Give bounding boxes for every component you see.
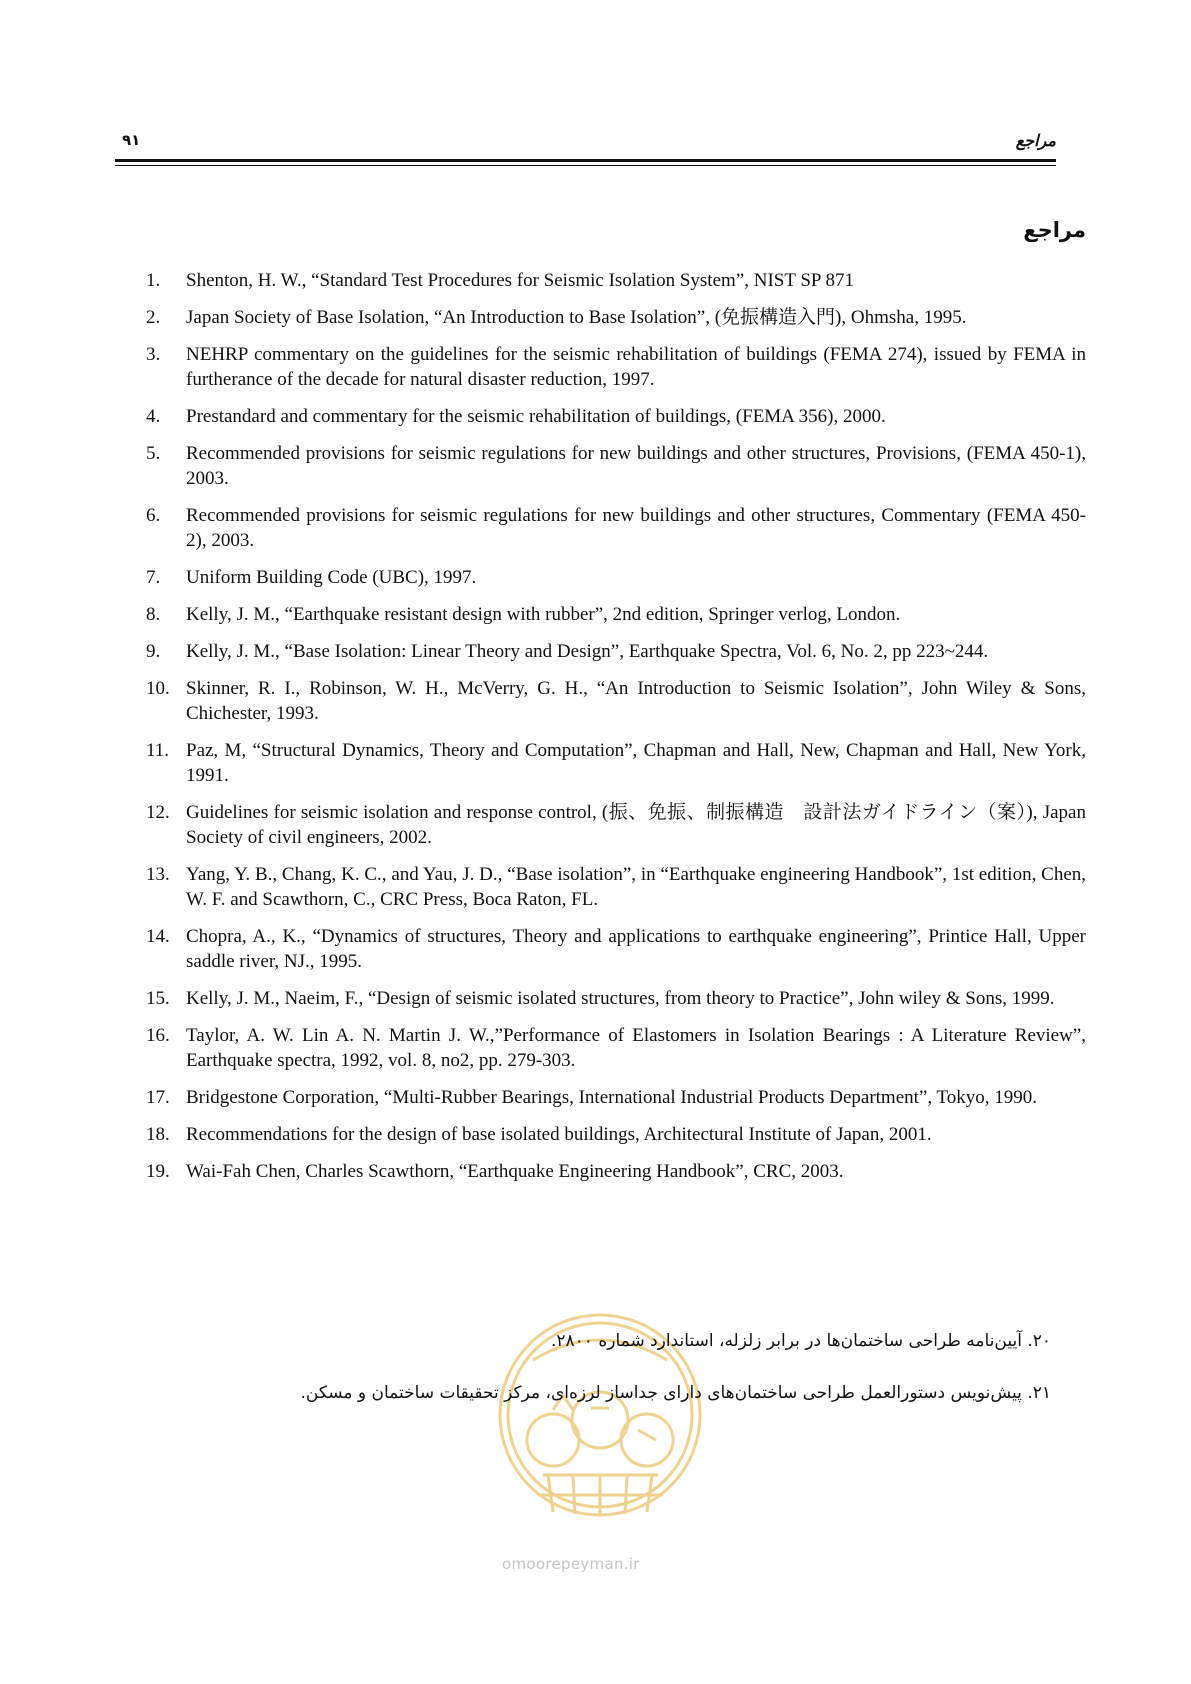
page-header	[115, 128, 1056, 168]
reference-item	[146, 268, 1086, 293]
reference-number: 7.	[146, 567, 161, 588]
reference-item	[146, 1085, 1086, 1110]
reference-number: 14.	[146, 926, 170, 947]
reference-text: Yang, Y. B., Chang, K. C., and Yau, J. D., “Base isolation”, in “Earthquake engineering Handbook”, 1st edition, Chen, W. F. and Scawthorn, C., CRC Press, Boca Raton, FL.	[186, 864, 1086, 910]
reference-text: Recommendations for the design of base isolated buildings, Architectural Institute of Japan, 2001.	[186, 1124, 932, 1145]
reference-number: 12.	[146, 802, 170, 823]
reference-item	[146, 305, 1086, 330]
reference-item	[146, 441, 1086, 491]
reference-number: 16.	[146, 1025, 170, 1046]
reference-item	[146, 404, 1086, 429]
reference-item	[146, 738, 1086, 788]
reference-item	[146, 1023, 1086, 1073]
reference-item	[146, 862, 1086, 912]
reference-text: Wai-Fah Chen, Charles Scawthorn, “Earthquake Engineering Handbook”, CRC, 2003.	[186, 1161, 844, 1182]
reference-number: 3.	[146, 344, 161, 365]
reference-number: 2.	[146, 307, 161, 328]
reference-text: Recommended provisions for seismic regulations for new buildings and other structures, Provisions, (FEMA 450-1), 2003.	[186, 443, 1086, 489]
reference-item	[146, 565, 1086, 590]
persian-reference-21: ۲۱. پیش‌نویس دستورالعمل طراحی ساختمان‌های دارای جداساز لرزه‌ای، مرکز تحقیقات ساختمان و مسکن.	[300, 1383, 1051, 1403]
reference-number: 18.	[146, 1124, 170, 1145]
reference-number: 17.	[146, 1087, 170, 1108]
reference-text: NEHRP commentary on the guidelines for the seismic rehabilitation of buildings (FEMA 274), issued by FEMA in furtherance of the decade for natural disaster reduction, 1997.	[186, 344, 1086, 390]
reference-text: Paz, M, “Structural Dynamics, Theory and Computation”, Chapman and Hall, New, Chapman and Hall, New York, 1991.	[186, 740, 1086, 786]
reference-item	[146, 503, 1086, 553]
reference-item	[146, 924, 1086, 974]
reference-text: Shenton, H. W., “Standard Test Procedures for Seismic Isolation System”, NIST SP 871	[186, 270, 855, 291]
reference-item	[146, 1122, 1086, 1147]
reference-number: 9.	[146, 641, 161, 662]
reference-text: Chopra, A., K., “Dynamics of structures, Theory and applications to earthquake engineering”, Printice Hall, Upper saddle river, NJ., 1995.	[186, 926, 1086, 972]
reference-number: 8.	[146, 604, 161, 625]
reference-text: Japan Society of Base Isolation, “An Introduction to Base Isolation”, (免振構造入門), Ohmsha, 1995.	[186, 307, 967, 328]
reference-text: Kelly, J. M., Naeim, F., “Design of seismic isolated structures, from theory to Practice”, John wiley & Sons, 1999.	[186, 988, 1055, 1009]
page-number: ۹۱	[122, 131, 141, 149]
reference-item	[146, 986, 1086, 1011]
reference-item	[146, 342, 1086, 392]
header-rule-thin	[115, 165, 1056, 166]
reference-item	[146, 639, 1086, 664]
reference-number: 1.	[146, 270, 161, 291]
reference-item	[146, 602, 1086, 627]
reference-text: Kelly, J. M., “Base Isolation: Linear Theory and Design”, Earthquake Spectra, Vol. 6, No. 2, pp 223~244.	[186, 641, 989, 662]
header-rule-thick	[115, 159, 1056, 162]
reference-number: 19.	[146, 1161, 170, 1182]
reference-list	[146, 268, 1086, 1196]
reference-text: Recommended provisions for seismic regulations for new buildings and other structures, Commentary (FEMA 450-2), 2003.	[186, 505, 1086, 551]
reference-item	[146, 676, 1086, 726]
reference-number: 11.	[146, 740, 170, 761]
reference-text: Uniform Building Code (UBC), 1997.	[186, 567, 477, 588]
reference-number: 13.	[146, 864, 170, 885]
reference-item	[146, 800, 1086, 850]
running-title: مراجع	[1015, 131, 1056, 150]
reference-number: 5.	[146, 443, 161, 464]
reference-text: Skinner, R. I., Robinson, W. H., McVerry, G. H., “An Introduction to Seismic Isolation”, John Wiley & Sons, Chichester, 1993.	[186, 678, 1086, 724]
reference-text: Kelly, J. M., “Earthquake resistant design with rubber”, 2nd edition, Springer verlog, London.	[186, 604, 901, 625]
persian-reference-20: ۲۰. آیین‌نامه طراحی ساختمان‌ها در برابر زلزله، استاندارد شماره ۲۸۰۰.	[551, 1331, 1051, 1351]
reference-number: 10.	[146, 678, 170, 699]
reference-number: 4.	[146, 406, 161, 427]
reference-number: 15.	[146, 988, 170, 1009]
reference-text: Taylor, A. W. Lin A. N. Martin J. W.,”Performance of Elastomers in Isolation Bearings : A Literature Review”, Earthquake spectra, 1992, vol. 8, no2, pp. 279-303.	[186, 1025, 1086, 1071]
reference-text: Prestandard and commentary for the seismic rehabilitation of buildings, (FEMA 356), 2000.	[186, 406, 886, 427]
watermark-site: omoorepeyman.ir	[502, 1555, 640, 1573]
section-title: مراجع	[1023, 218, 1086, 242]
reference-item	[146, 1159, 1086, 1184]
reference-text: Guidelines for seismic isolation and response control, (振、免振、制振構造 設計法ガイドライン（案）), Japan Society of civil engineers, 2002.	[186, 802, 1086, 848]
reference-number: 6.	[146, 505, 161, 526]
reference-text: Bridgestone Corporation, “Multi-Rubber Bearings, International Industrial Products Department”, Tokyo, 1990.	[186, 1087, 1038, 1108]
